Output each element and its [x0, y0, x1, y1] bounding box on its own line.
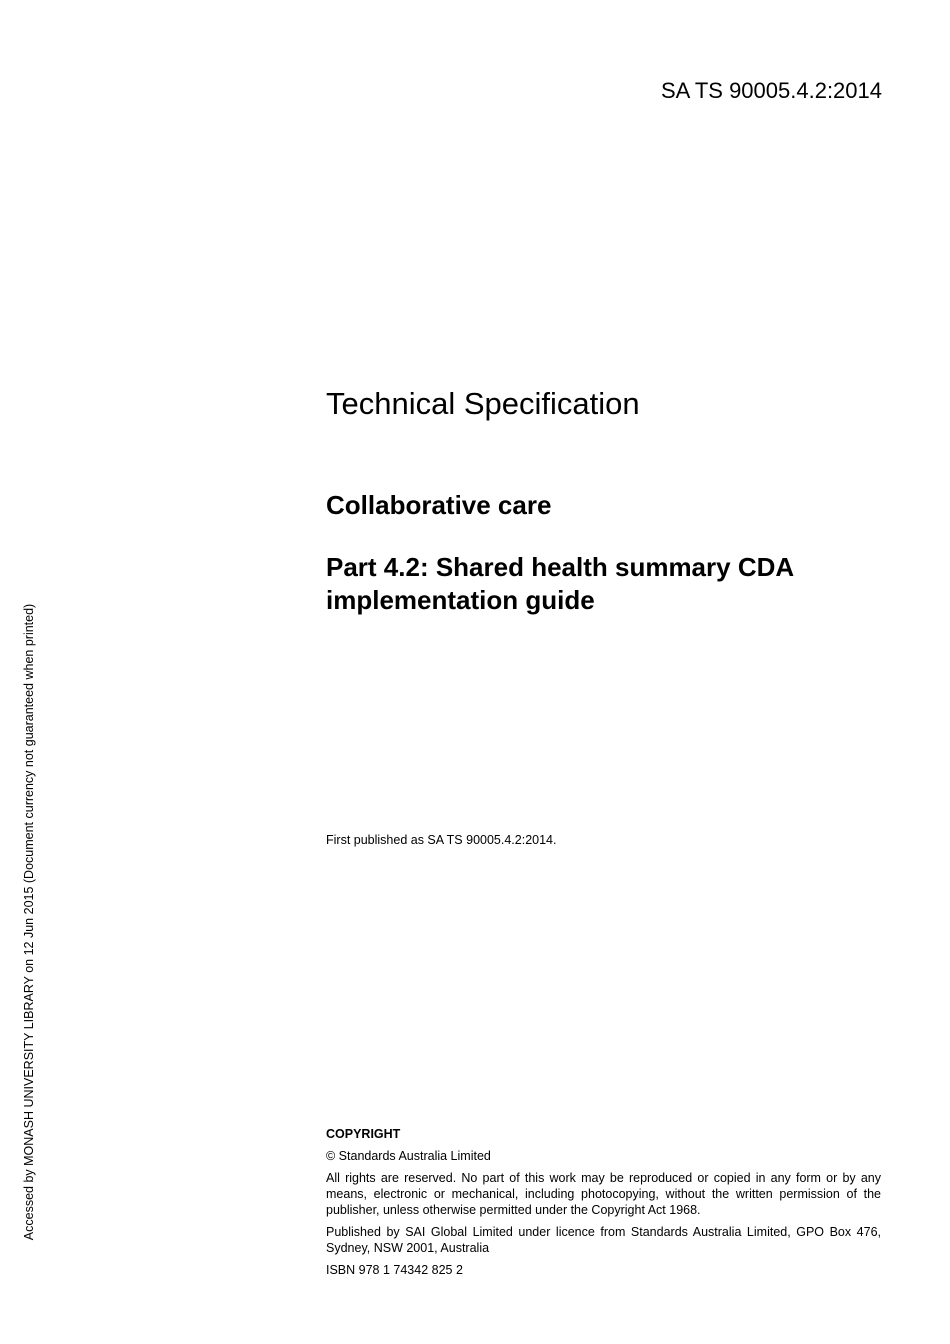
- document-number: SA TS 90005.4.2:2014: [661, 78, 882, 103]
- copyright-block: [326, 1126, 881, 1284]
- copyright-owner: © Standards Australia Limited: [326, 1149, 491, 1163]
- access-watermark-text: Accessed by MONASH UNIVERSITY LIBRARY on 12 Jun 2015 (Document currency not guaranteed when printed): [22, 603, 36, 1241]
- copyright-heading: COPYRIGHT: [326, 1127, 401, 1141]
- document-subtitle: Collaborative care: [326, 490, 552, 520]
- part-title: Part 4.2: Shared health summary CDA implementation guide: [326, 552, 794, 615]
- first-published-note: First published as SA TS 90005.4.2:2014.: [326, 833, 557, 847]
- isbn: ISBN 978 1 74342 825 2: [326, 1263, 463, 1277]
- publisher-statement: Published by SAI Global Limited under licence from Standards Australia Limited, GPO Box 476, Sydney, NSW 2001, Australia: [326, 1225, 881, 1255]
- document-type-title: Technical Specification: [326, 386, 640, 421]
- copyright-rights-statement: All rights are reserved. No part of this work may be reproduced or copied in any form or by any means, electronic or mechanical, including photocopying, without the written permission of the publisher, unless otherwise permitted under the Copyright Act 1968.: [326, 1171, 881, 1217]
